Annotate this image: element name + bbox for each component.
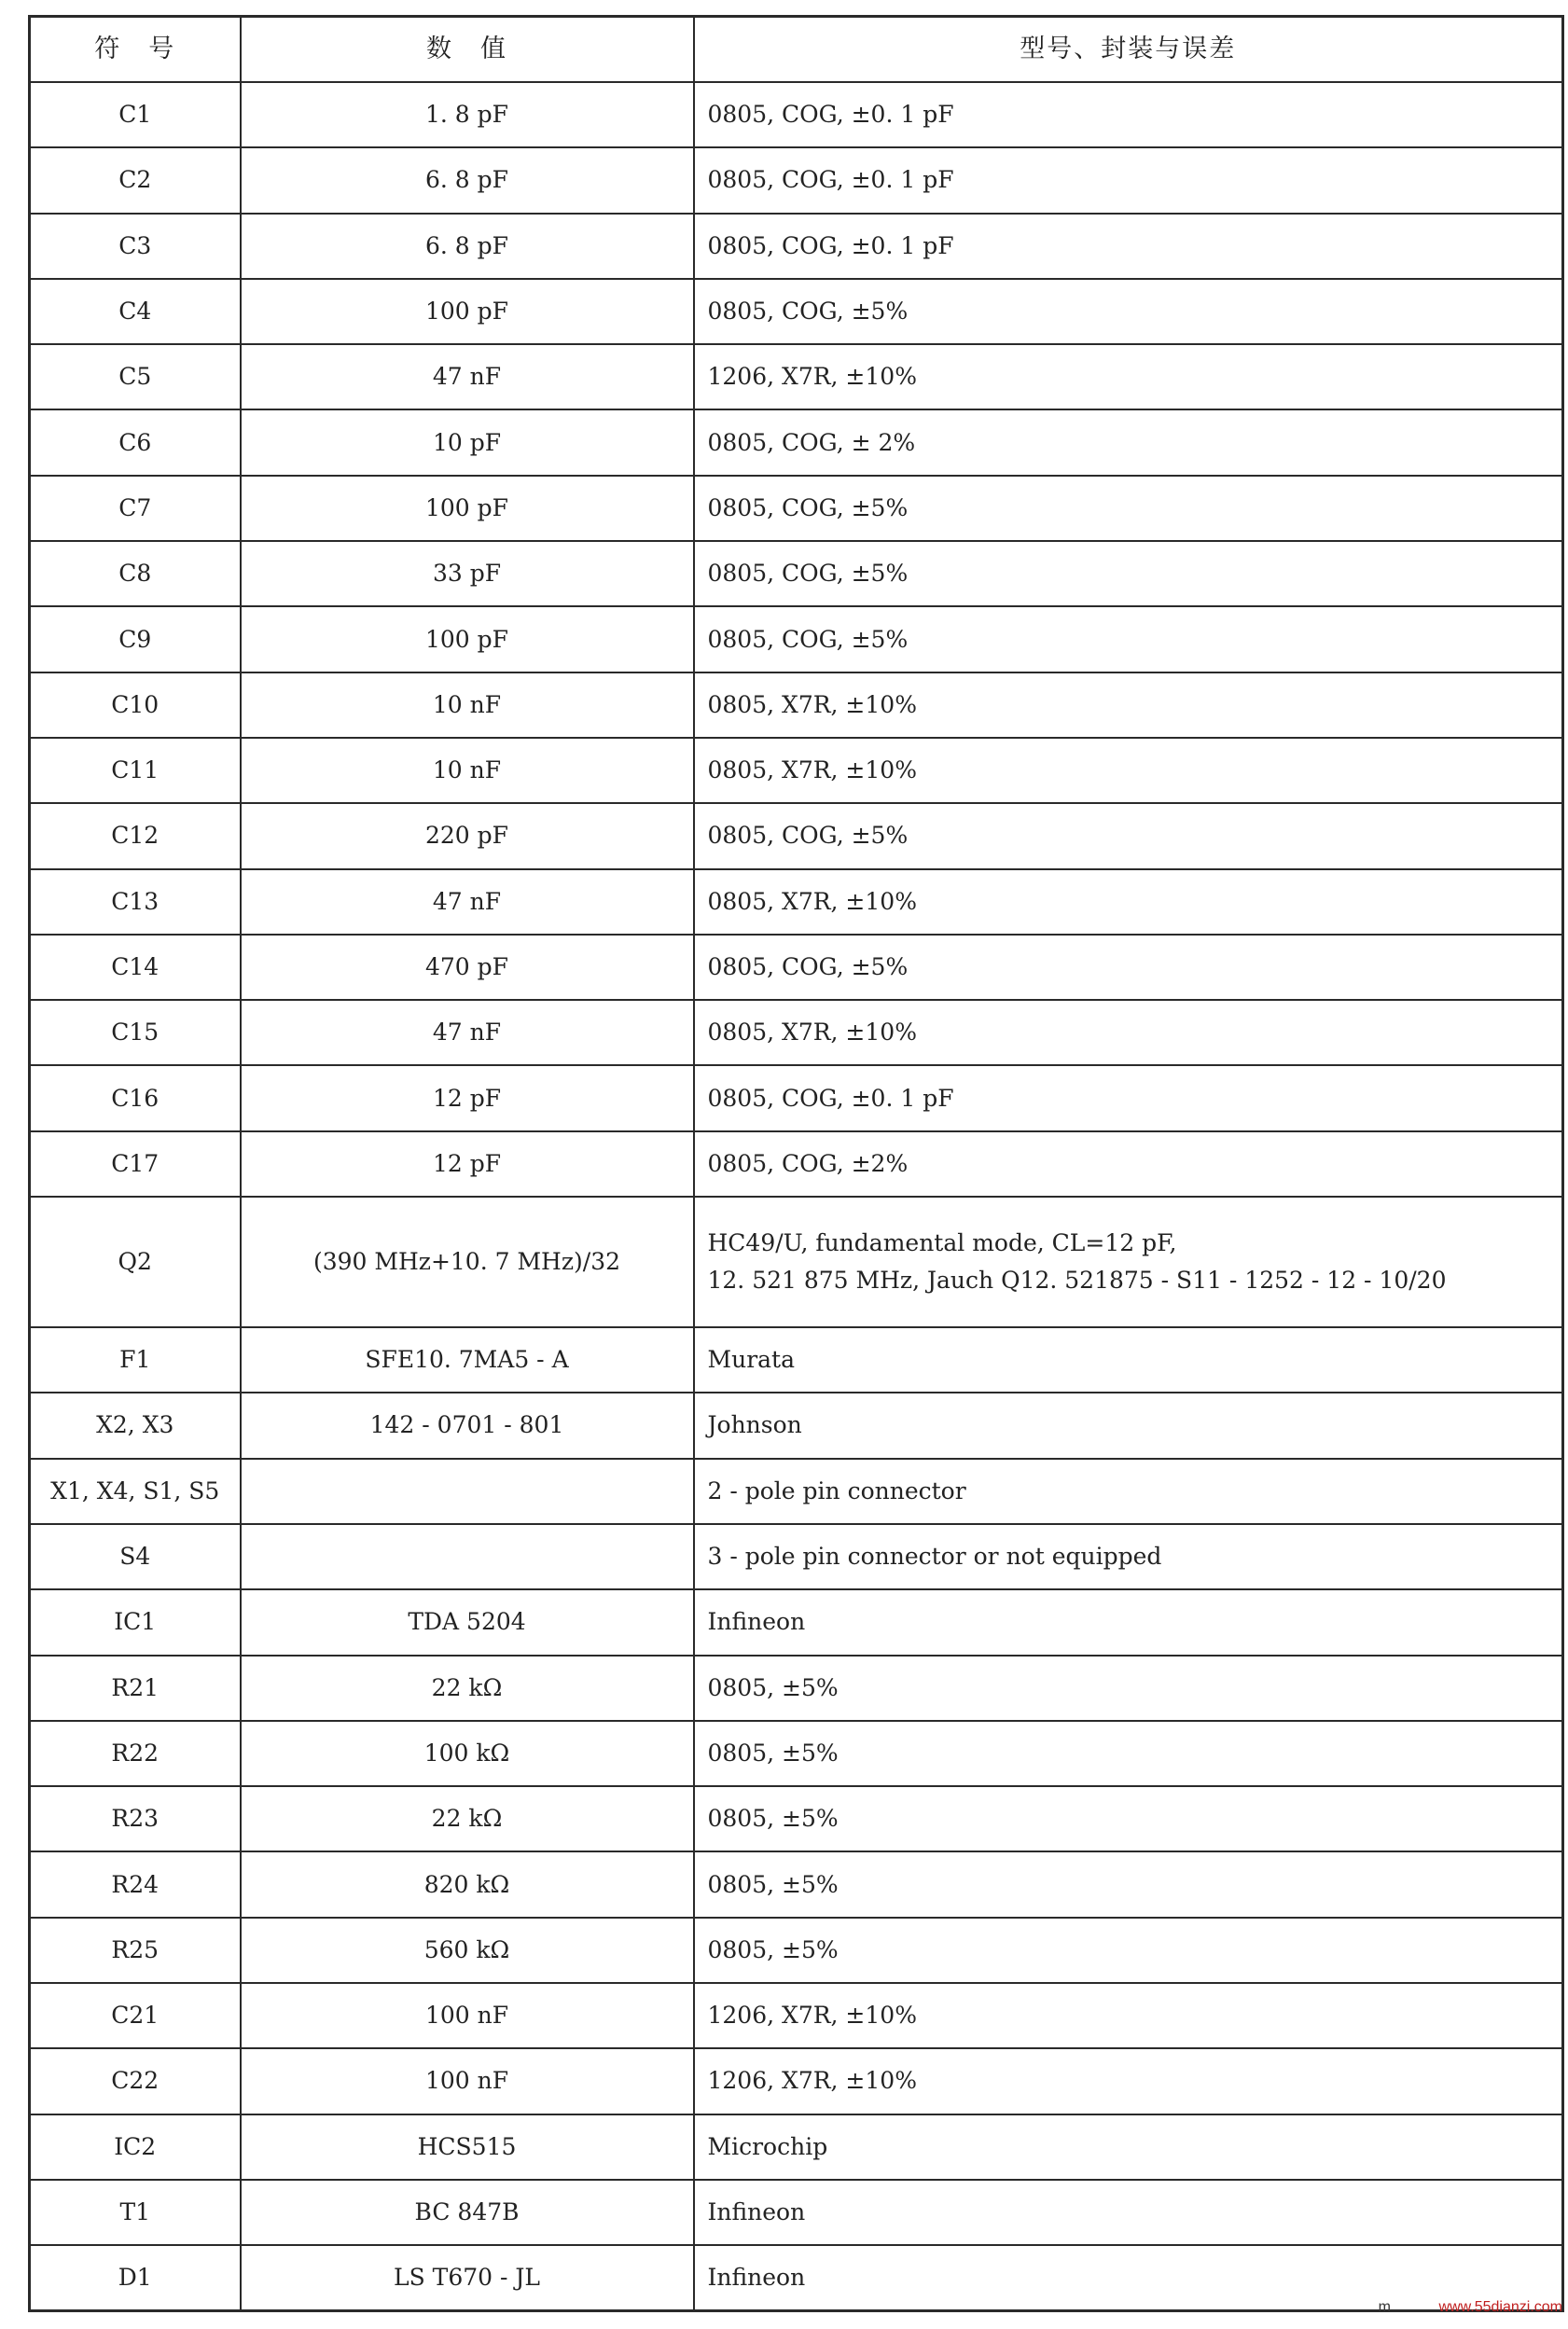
cell-spec [694, 935, 1563, 1000]
cell-symbol: C21 [30, 1983, 241, 2048]
table-row [30, 869, 1563, 935]
footer-mark: m [1378, 2299, 1391, 2315]
cell-symbol: C6 [30, 409, 241, 475]
cell-value: (390 MHz+10. 7 MHz)/32 [241, 1197, 694, 1327]
cell-value: 820 kΩ [241, 1851, 694, 1917]
cell-spec [694, 672, 1563, 738]
table-row [30, 1327, 1563, 1393]
table-row [30, 2245, 1563, 2310]
cell-symbol: C17 [30, 1131, 241, 1197]
table-row [30, 606, 1563, 672]
cell-spec [694, 1131, 1563, 1197]
cell-symbol: C4 [30, 279, 241, 344]
header-spec: 型号、封装与误差 [694, 17, 1563, 83]
table-row [30, 409, 1563, 475]
cell-value: 100 pF [241, 279, 694, 344]
cell-value: 47 nF [241, 344, 694, 409]
cell-value: 100 pF [241, 606, 694, 672]
cell-value: LS T670 - JL [241, 2245, 694, 2310]
spec-line: 0805, X7R, ±10% [707, 1019, 917, 1047]
cell-symbol: R23 [30, 1786, 241, 1851]
table-row [30, 82, 1563, 147]
cell-spec [694, 1918, 1563, 1983]
table-row [30, 672, 1563, 738]
cell-symbol: F1 [30, 1327, 241, 1393]
cell-symbol: C12 [30, 803, 241, 868]
cell-value [241, 1459, 694, 1524]
spec-line: 0805, COG, ±0. 1 pF [707, 1084, 954, 1112]
cell-symbol: C10 [30, 672, 241, 738]
table-row [30, 738, 1563, 803]
spec-line: 3 - pole pin connector or not equipped [707, 1543, 1162, 1571]
cell-symbol: C22 [30, 2048, 241, 2114]
cell-value: 1. 8 pF [241, 82, 694, 147]
spec-line: 0805, ±5% [707, 1805, 839, 1833]
cell-symbol: C2 [30, 147, 241, 213]
cell-spec [694, 1786, 1563, 1851]
cell-value: 33 pF [241, 541, 694, 606]
cell-symbol: C1 [30, 82, 241, 147]
cell-value: BC 847B [241, 2180, 694, 2245]
cell-spec [694, 1000, 1563, 1065]
cell-value: 12 pF [241, 1131, 694, 1197]
cell-spec [694, 1327, 1563, 1393]
cell-value [241, 1524, 694, 1589]
cell-symbol: C9 [30, 606, 241, 672]
cell-spec [694, 1393, 1563, 1458]
table-row [30, 541, 1563, 606]
table-body [30, 82, 1563, 2311]
spec-line: 0805, ±5% [707, 1739, 839, 1767]
spec-line: 0805, ±5% [707, 1870, 839, 1898]
cell-value: 22 kΩ [241, 1786, 694, 1851]
cell-spec [694, 2114, 1563, 2180]
cell-symbol: S4 [30, 1524, 241, 1589]
cell-symbol: C15 [30, 1000, 241, 1065]
table-row [30, 344, 1563, 409]
cell-value: TDA 5204 [241, 1589, 694, 1655]
cell-spec [694, 541, 1563, 606]
cell-symbol: C3 [30, 214, 241, 279]
cell-spec [694, 409, 1563, 475]
watermark-text: www.55dianzi.com [1438, 2299, 1562, 2315]
table-row [30, 1721, 1563, 1786]
header-symbol: 符 号 [30, 17, 241, 83]
cell-value: HCS515 [241, 2114, 694, 2180]
spec-line: 0805, COG, ±5% [707, 822, 909, 850]
table-row [30, 803, 1563, 868]
table-row [30, 935, 1563, 1000]
cell-symbol: C16 [30, 1065, 241, 1130]
cell-symbol: IC1 [30, 1589, 241, 1655]
spec-line: Infineon [707, 1608, 806, 1636]
spec-line: 0805, COG, ±0. 1 pF [707, 166, 954, 194]
cell-value: 10 nF [241, 738, 694, 803]
spec-line: 0805, X7R, ±10% [707, 690, 917, 718]
table-row [30, 1589, 1563, 1655]
cell-spec [694, 214, 1563, 279]
table-row [30, 1459, 1563, 1524]
cell-symbol: R24 [30, 1851, 241, 1917]
spec-line: Microchip [707, 2132, 828, 2160]
cell-value: 100 nF [241, 2048, 694, 2114]
cell-value: 142 - 0701 - 801 [241, 1393, 694, 1458]
spec-line: 1206, X7R, ±10% [707, 2002, 917, 2030]
cell-spec [694, 476, 1563, 541]
cell-symbol: X2, X3 [30, 1393, 241, 1458]
spec-line: 0805, X7R, ±10% [707, 887, 917, 915]
cell-symbol: Q2 [30, 1197, 241, 1327]
spec-line: 0805, ±5% [707, 1935, 839, 1963]
table-row [30, 1131, 1563, 1197]
spec-line: HC49/U, fundamental mode, CL=12 pF, [707, 1229, 1177, 1257]
cell-spec [694, 1524, 1563, 1589]
cell-spec [694, 869, 1563, 935]
cell-spec [694, 2245, 1563, 2310]
spec-line: 0805, COG, ±5% [707, 560, 909, 588]
spec-line: 0805, X7R, ±10% [707, 756, 917, 784]
table-row [30, 2114, 1563, 2180]
table-row [30, 214, 1563, 279]
spec-line: 0805, COG, ±5% [707, 298, 909, 326]
cell-value: 10 nF [241, 672, 694, 738]
table-row [30, 1197, 1563, 1327]
cell-value: 6. 8 pF [241, 147, 694, 213]
table-row [30, 1524, 1563, 1589]
table-row [30, 1000, 1563, 1065]
cell-value: 10 pF [241, 409, 694, 475]
cell-symbol: C8 [30, 541, 241, 606]
table-row [30, 1065, 1563, 1130]
cell-spec [694, 82, 1563, 147]
cell-spec [694, 1721, 1563, 1786]
cell-spec [694, 2180, 1563, 2245]
cell-symbol: R25 [30, 1918, 241, 1983]
cell-spec [694, 1065, 1563, 1130]
spec-line: Infineon [707, 2198, 806, 2226]
table-row [30, 279, 1563, 344]
cell-spec [694, 606, 1563, 672]
cell-spec [694, 344, 1563, 409]
spec-line: 0805, COG, ±5% [707, 625, 909, 653]
table-row [30, 1656, 1563, 1721]
table-row [30, 147, 1563, 213]
cell-value: 470 pF [241, 935, 694, 1000]
cell-spec [694, 1459, 1563, 1524]
cell-spec [694, 738, 1563, 803]
spec-line: 0805, COG, ±0. 1 pF [707, 231, 954, 259]
table-row [30, 1786, 1563, 1851]
cell-symbol: R21 [30, 1656, 241, 1721]
table-header [30, 17, 1563, 83]
cell-spec [694, 1197, 1563, 1327]
spec-line: 1206, X7R, ±10% [707, 2067, 917, 2095]
cell-value: 100 nF [241, 1983, 694, 2048]
spec-line: 0805, COG, ± 2% [707, 428, 916, 456]
cell-value: 47 nF [241, 1000, 694, 1065]
cell-symbol: C14 [30, 935, 241, 1000]
table-row [30, 1393, 1563, 1458]
spec-line: 0805, ±5% [707, 1673, 839, 1701]
spec-line: 0805, COG, ±0. 1 pF [707, 101, 954, 129]
spec-line: Infineon [707, 2264, 806, 2292]
spec-line: Murata [707, 1346, 796, 1374]
spec-line: 2 - pole pin connector [707, 1476, 966, 1504]
header-value: 数 值 [241, 17, 694, 83]
cell-symbol: D1 [30, 2245, 241, 2310]
cell-symbol: T1 [30, 2180, 241, 2245]
table-row [30, 2048, 1563, 2114]
table-row [30, 476, 1563, 541]
cell-value: 47 nF [241, 869, 694, 935]
spec-line: 1206, X7R, ±10% [707, 363, 917, 391]
cell-value: 560 kΩ [241, 1918, 694, 1983]
cell-symbol: C13 [30, 869, 241, 935]
cell-symbol: X1, X4, S1, S5 [30, 1459, 241, 1524]
cell-value: 220 pF [241, 803, 694, 868]
table-row [30, 1918, 1563, 1983]
cell-spec [694, 1851, 1563, 1917]
table-row [30, 2180, 1563, 2245]
table-row [30, 1983, 1563, 2048]
spec-line: 0805, COG, ±5% [707, 953, 909, 980]
cell-spec [694, 279, 1563, 344]
cell-spec [694, 147, 1563, 213]
spec-line: Johnson [707, 1411, 802, 1439]
cell-spec [694, 1656, 1563, 1721]
cell-symbol: C5 [30, 344, 241, 409]
cell-spec [694, 2048, 1563, 2114]
cell-symbol: C7 [30, 476, 241, 541]
cell-symbol: C11 [30, 738, 241, 803]
cell-value: 22 kΩ [241, 1656, 694, 1721]
cell-spec [694, 1983, 1563, 2048]
table-row [30, 1851, 1563, 1917]
cell-symbol: R22 [30, 1721, 241, 1786]
cell-value: 6. 8 pF [241, 214, 694, 279]
cell-value: 12 pF [241, 1065, 694, 1130]
cell-spec [694, 803, 1563, 868]
cell-value: 100 pF [241, 476, 694, 541]
spec-line: 12. 521 875 MHz, Jauch Q12. 521875 - S11 - 1252 - 12 - 10/20 [707, 1267, 1447, 1295]
cell-value: SFE10. 7MA5 - A [241, 1327, 694, 1393]
spec-line: 0805, COG, ±2% [707, 1149, 909, 1177]
header-row [30, 17, 1563, 83]
cell-symbol: IC2 [30, 2114, 241, 2180]
component-table [28, 15, 1564, 2312]
cell-value: 100 kΩ [241, 1721, 694, 1786]
spec-line: 0805, COG, ±5% [707, 493, 909, 521]
cell-spec [694, 1589, 1563, 1655]
